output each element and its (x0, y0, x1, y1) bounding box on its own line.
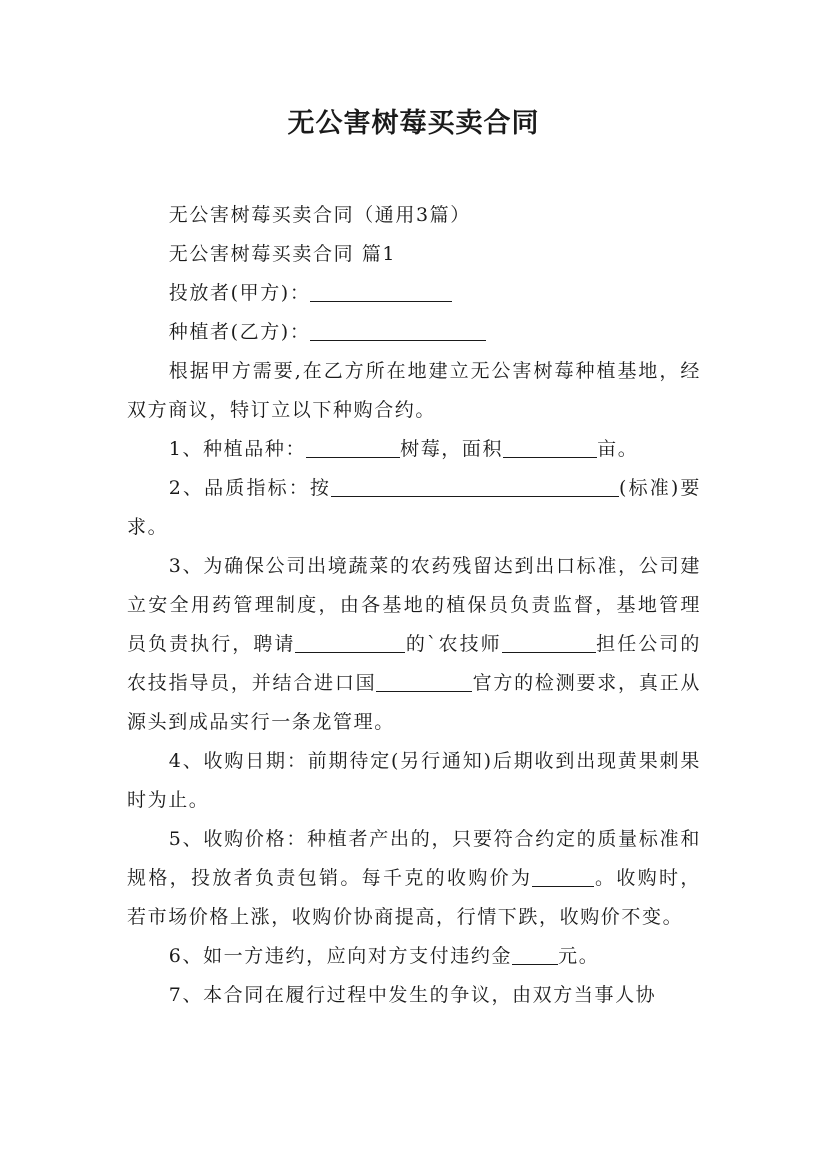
technician-blank (502, 630, 596, 653)
party-a-label: 投放者(甲方)： (168, 282, 311, 304)
price-blank (532, 864, 594, 887)
employer-blank (295, 630, 405, 653)
clause-3-text-2: 的`农技师 (405, 633, 502, 655)
clause-2-text: 2、品质指标：按 (168, 477, 332, 499)
document-body (127, 196, 701, 1015)
clause-6-text-2: 元。 (558, 945, 600, 967)
document-title: 无公害树莓买卖合同 (287, 108, 540, 139)
clause-6-text: 6、如一方违约，应向对方支付违约金 (168, 945, 513, 967)
clause-3-text-3: 担任公司的农技指导员，并结合进口国 (127, 633, 701, 694)
clause-7: 7、本合同在履行过程中发生的争议，由双方当事人协 (168, 984, 657, 1006)
intro-paragraph: 根据甲方需要,在乙方所在地建立无公害树莓种植基地，经双方商议，特订立以下种购合约。 (127, 360, 701, 421)
clause-6 (127, 937, 701, 976)
clause-3-text-4: 官方的检测要求，真正从源头到成品实行一条龙管理。 (127, 672, 701, 733)
clause-3-text: 3、为确保公司出境蔬菜的农药残留达到出口标准，公司建立安全用药管理制度，由各基地的植保员负责监督，基地管理员负责执行，聘请 (127, 555, 701, 655)
clause-2 (127, 469, 701, 547)
section-heading: 无公害树莓买卖合同 篇1 (168, 243, 397, 265)
party-b-line (127, 313, 701, 352)
party-b-label: 种植者(乙方)： (168, 321, 311, 343)
clause-4: 4、收购日期：前期待定(另行通知)后期收到出现黄果刺果时为止。 (127, 750, 701, 811)
clause-1-text: 1、种植品种： (168, 438, 307, 460)
clause-3 (127, 547, 701, 742)
clause-1-text-2: 树莓，面积 (400, 438, 504, 460)
penalty-blank (512, 942, 558, 965)
clause-5 (127, 820, 701, 937)
variety-blank (306, 435, 400, 458)
clause-5-text-2: 。收购时，若市场价格上涨，收购价协商提高，行情下跌，收购价不变。 (127, 867, 701, 928)
clause-1-text-3: 亩。 (597, 438, 639, 460)
subtitle: 无公害树莓买卖合同（通用3篇） (168, 204, 471, 226)
clause-2-text-2: (标准)要求。 (127, 477, 702, 538)
party-a-line (127, 274, 701, 313)
standard-blank (331, 474, 619, 497)
area-blank (503, 435, 597, 458)
clause-5-text: 5、收购价格：种植者产出的，只要符合约定的质量标准和规格，投放者负责包销。每千克的收购价为 (127, 828, 701, 889)
party-a-blank (310, 279, 452, 302)
party-b-blank (310, 318, 486, 341)
import-country-blank (376, 669, 472, 692)
clause-1 (127, 430, 701, 469)
